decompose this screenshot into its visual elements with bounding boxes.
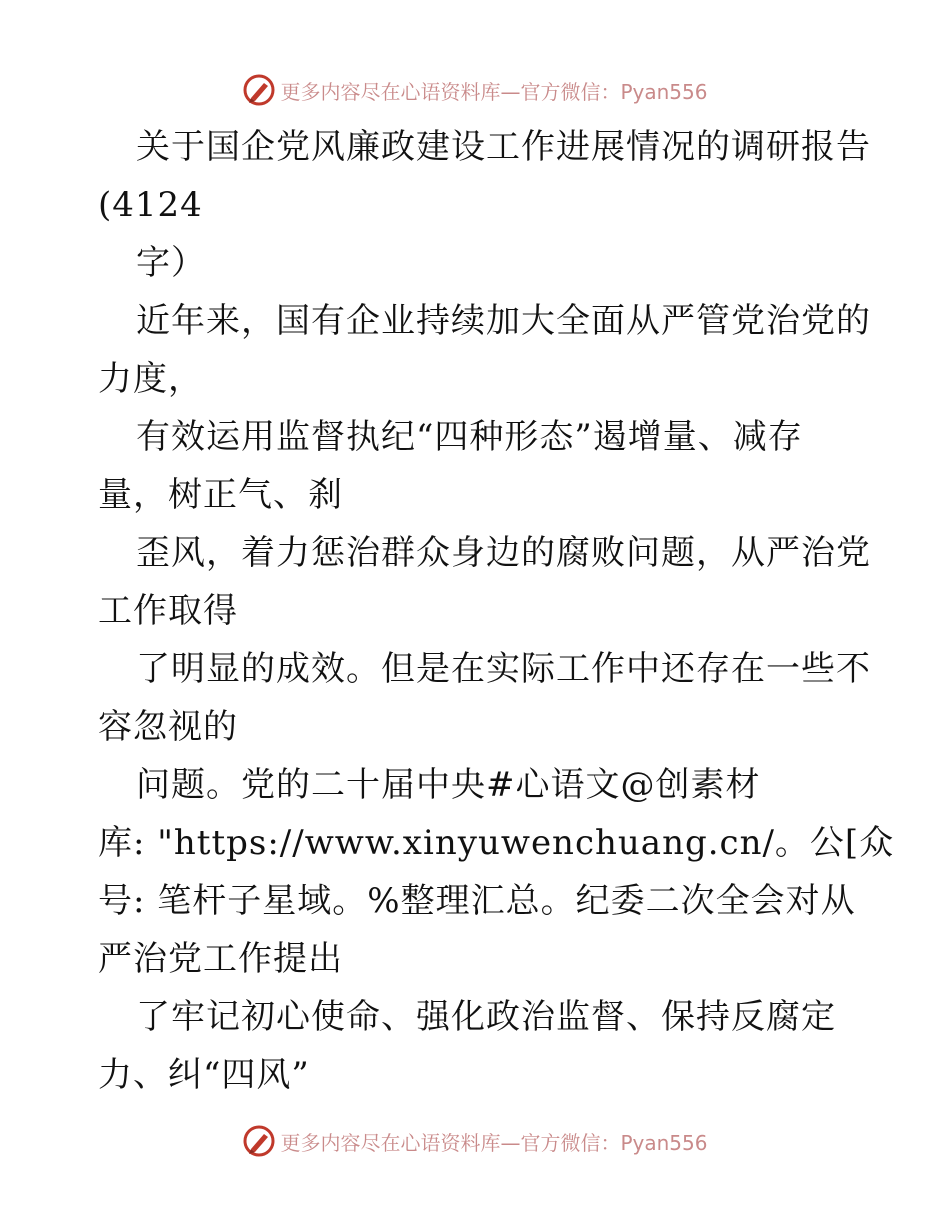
doc-line: 容忽视的 — [98, 707, 238, 747]
doc-line: 量，树正气、刹 — [98, 475, 343, 515]
doc-line: 力度， — [98, 359, 203, 399]
pen-logo-icon — [242, 73, 276, 107]
doc-line: 关于国企党风廉政建设工作进展情况的调研报告 — [136, 127, 871, 167]
doc-line: 有效运用监督执纪“四种形态”遏增量、减存 — [136, 417, 803, 457]
doc-line: 歪风，着力惩治群众身边的腐败问题，从严治党 — [136, 533, 871, 573]
doc-line: 严治党工作提出 — [98, 939, 343, 979]
pen-logo-icon — [242, 1124, 276, 1158]
doc-line: 工作取得 — [98, 591, 238, 631]
doc-line: 近年来，国有企业持续加大全面从严管党治党的 — [136, 301, 871, 341]
header-banner — [0, 70, 950, 110]
footer-banner-text: 更多内容尽在心语资料库—官方微信：Pyan556 — [280, 1130, 708, 1155]
doc-line: 问题。党的二十届中央#心语文@创素材 — [136, 765, 761, 805]
doc-line: 库: "https://www.xinyuwenchuang.cn/。公[众 — [98, 823, 895, 863]
doc-line: 力、纠“四风” — [98, 1055, 310, 1095]
doc-line: 了牢记初心使命、强化政治监督、保持反腐定 — [136, 997, 836, 1037]
document-body — [98, 118, 895, 1104]
doc-line: 字） — [136, 243, 206, 283]
doc-line: (4124 — [98, 185, 203, 225]
doc-line: 号: 笔杆子星域。%整理汇总。纪委二次全会对从 — [98, 881, 856, 921]
footer-banner — [0, 1121, 950, 1161]
header-banner-text: 更多内容尽在心语资料库—官方微信：Pyan556 — [280, 79, 708, 104]
doc-line: 了明显的成效。但是在实际工作中还存在一些不 — [136, 649, 871, 689]
